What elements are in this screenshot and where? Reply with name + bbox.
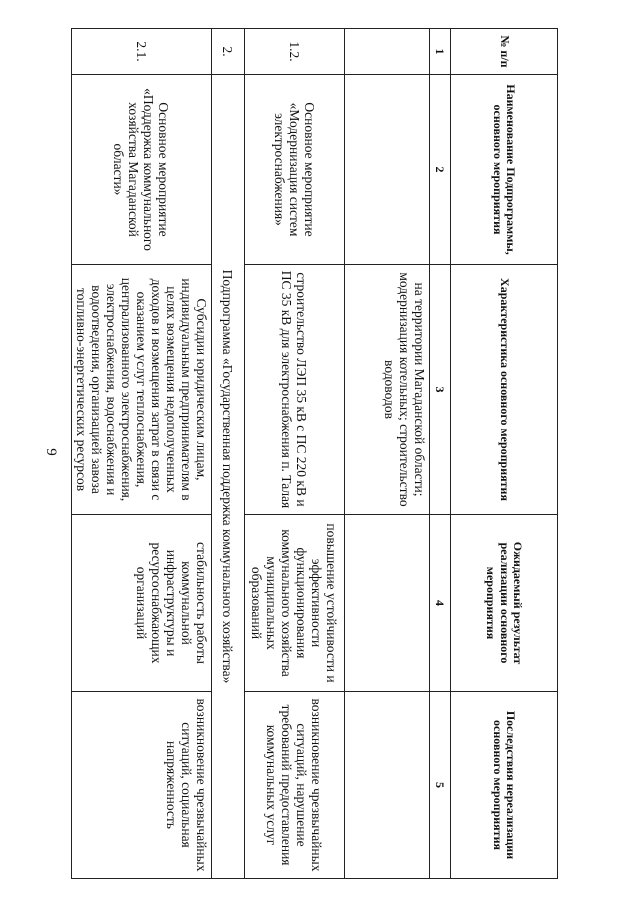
row-number: 1.2. (245, 29, 345, 75)
table-row-1-2 (245, 29, 345, 879)
row-number: 2.1. (72, 29, 212, 75)
header-consequence: Последствия нереализации основного мероприятия (451, 692, 558, 879)
continuation-characteristic: на территории Магаданской области; модернизация котельных; строительство водоводов (345, 265, 430, 515)
measures-table (71, 28, 558, 879)
measure-consequence: возникновение чрезвычайных ситуаций, социальная напряженность (72, 692, 212, 879)
measure-name: Основное мероприятие «Модернизация систем электроснабжения» (245, 75, 345, 265)
column-number: 4 (430, 515, 451, 692)
subprogram-title-text: Подпрограмма «Государственная поддержка коммунального хозяйства» (220, 269, 236, 684)
measure-result: стабильность работы коммунальной инфраструктуры и ресурсоснабжающих организаций (72, 515, 212, 692)
measure-result: повышение устойчивости и эффективности функционирования коммунального хозяйства муниципальных образований (245, 515, 345, 692)
table-header-row (451, 29, 558, 879)
subprogram-row (212, 29, 245, 879)
subprogram-title (212, 75, 245, 879)
rotated-table (74, 28, 558, 878)
page-number: 9 (43, 448, 59, 456)
header-result: Ожидаемый результат реализации основного мероприятия (451, 515, 558, 692)
column-number-row (430, 29, 451, 879)
measure-characteristic: Субсидии юридическим лицам, индивидуальным предпринимателям в целях возмещения недополученных доходов и возмещения затрат в связи с оказанием услуг теплоснабжения, централизованного электроснабжения, электроснабжения, водоснабжения и водоотведения, организацией завоза топливно-энергетических ресурсов (72, 265, 212, 515)
cell-empty (345, 692, 430, 879)
column-number: 3 (430, 265, 451, 515)
cell-empty (345, 75, 430, 265)
row-number: 2. (212, 29, 245, 75)
measure-consequence: возникновение чрезвычайных ситуаций, нарушение требований предоставления коммунальных услуг (245, 692, 345, 879)
column-number: 1 (430, 29, 451, 75)
cell-empty (345, 515, 430, 692)
measure-characteristic: строительство ЛЭП 35 кВ с ПС 220 кВ и ПС 35 кВ для электроснабжения п. Талая (245, 265, 345, 515)
continuation-row (345, 29, 430, 879)
table-row-2-1 (72, 29, 212, 879)
column-number: 2 (430, 75, 451, 265)
table-container (74, 28, 558, 878)
measure-name: Основное мероприятие «Поддержка коммунального хозяйства Магаданской области» (72, 75, 212, 265)
header-characteristic: Характеристика основного мероприятия (451, 265, 558, 515)
column-number: 5 (430, 692, 451, 879)
header-num: № п/п (451, 29, 558, 75)
header-name: Наименование Подпрограммы, основного мероприятия (451, 75, 558, 265)
cell-empty (345, 29, 430, 75)
